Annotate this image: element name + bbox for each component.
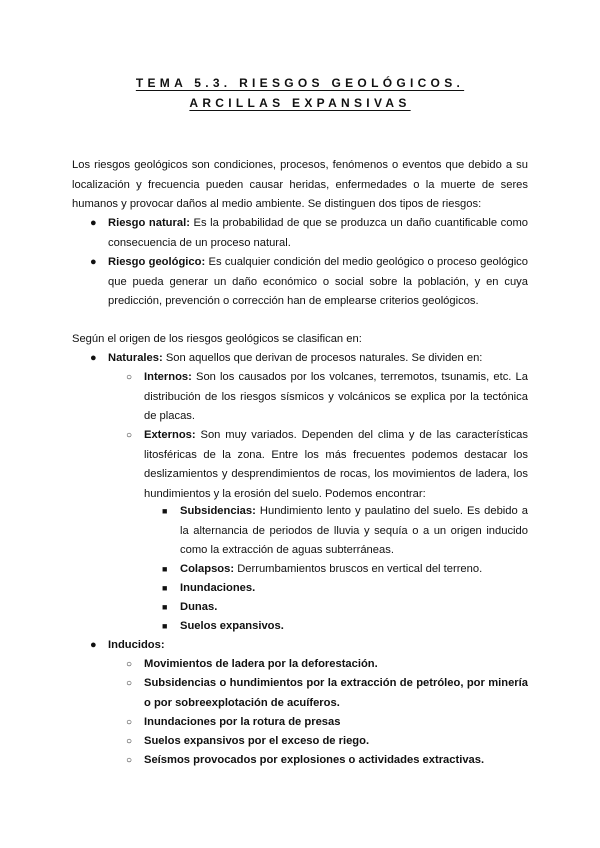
square-bullet-icon: ■ [162, 621, 168, 631]
definition: Es cualquier condición del medio geológico o proceso geológico que pueda generar un daño económico o social sobre la población, y en cuya predicción, prevención o corrección han de emplearse criterios geológicos. [108, 256, 529, 307]
term: Riesgo natural: [108, 217, 190, 229]
inducido-text: Inundaciones por la rotura de presas [144, 716, 341, 728]
list-item-riesgo-natural [90, 214, 528, 253]
list-item-internos [126, 368, 528, 427]
inducido-text: Suelos expansivos por el exceso de riego. [144, 735, 370, 747]
square-bullet-icon: ■ [162, 564, 168, 574]
bullet-icon: ● [90, 217, 97, 229]
circle-bullet-icon: ○ [126, 736, 133, 747]
definition: Es la probabilidad de que se produzca un daño cuantificable como consecuencia de un proceso natural. [108, 217, 528, 249]
circle-bullet-icon: ○ [126, 717, 133, 728]
square-bullet-icon: ■ [162, 583, 168, 593]
circle-bullet-icon: ○ [126, 430, 133, 441]
term: Naturales: [108, 352, 163, 364]
inducido-text: Movimientos de ladera por la deforestación. [144, 658, 378, 670]
list-item-naturales [90, 349, 528, 369]
list-item-inundaciones [162, 579, 528, 599]
square-bullet-icon: ■ [162, 602, 168, 612]
title-line-2: ARCILLAS EXPANSIVAS [189, 96, 411, 110]
inducido-item [126, 713, 528, 733]
term: Riesgo geológico: [108, 256, 206, 268]
list-item-riesgo-geologico [90, 253, 529, 312]
term: Colapsos: [180, 563, 235, 575]
inducido-item [126, 751, 528, 771]
square-bullet-icon: ■ [162, 506, 168, 516]
circle-bullet-icon: ○ [126, 755, 133, 766]
intro-paragraph: Los riesgos geológicos son condiciones, procesos, fenómenos o eventos que debido a su localización y frecuencia pueden causar heridas, enfermedades o la muerte de seres humanos y provocar daños al medio ambiente. Se distinguen dos tipos de riesgos: [72, 159, 528, 210]
definition: Son muy variados. Dependen del clima y de las características litosféricas de la zona. Entre los más frecuentes podemos destacar los deslizamientos y desprendimientos de rocas, los movimientos de ladera, los hundimientos y la erosión del suelo. Podemos encontrar: [144, 429, 528, 500]
inducido-item [126, 732, 528, 752]
inducido-item [126, 655, 528, 675]
inducido-text: Seísmos provocados por explosiones o actividades extractivas. [144, 754, 485, 766]
term: Dunas. [180, 601, 218, 613]
definition: Hundimiento lento y paulatino del suelo. Es debido a la alternancia de periodos de lluvia y sequía o a un origen inducido como la extracción de aguas subterráneas. [180, 505, 528, 556]
list-item-inducidos [90, 636, 528, 656]
list-item-subsidencias [162, 502, 528, 561]
inducido-item [126, 674, 528, 713]
term: Inducidos: [108, 639, 165, 651]
bullet-icon: ● [90, 256, 97, 268]
circle-bullet-icon: ○ [126, 678, 133, 689]
bullet-icon: ● [90, 352, 97, 364]
circle-bullet-icon: ○ [126, 659, 133, 670]
definition: Son los causados por los volcanes, terremotos, tsunamis, etc. La distribución de los riesgos sísmicos y volcánicos se explica por la tectónica de placas. [144, 371, 528, 422]
definition: Derrumbamientos bruscos en vertical del terreno. [234, 563, 483, 575]
term: Internos: [144, 371, 192, 383]
term: Inundaciones. [180, 582, 256, 594]
inducido-text: Subsidencias o hundimientos por la extracción de petróleo, por minería o por sobreexplotación de acuíferos. [144, 677, 528, 709]
list-item-colapsos [162, 560, 528, 580]
term: Externos: [144, 429, 196, 441]
term: Suelos expansivos. [180, 620, 284, 632]
list-item-dunas [162, 598, 528, 618]
circle-bullet-icon: ○ [126, 372, 133, 383]
list-item-suelos-expansivos [162, 617, 528, 637]
title-line-1: TEMA 5.3. RIESGOS GEOLÓGICOS. [135, 76, 465, 90]
origin-intro: Según el origen de los riesgos geológicos se clasifican en: [72, 333, 362, 345]
definition: Son aquellos que derivan de procesos naturales. Se dividen en: [162, 352, 483, 364]
bullet-icon: ● [90, 639, 97, 651]
term: Subsidencias: [180, 505, 256, 517]
list-item-externos [126, 426, 528, 504]
